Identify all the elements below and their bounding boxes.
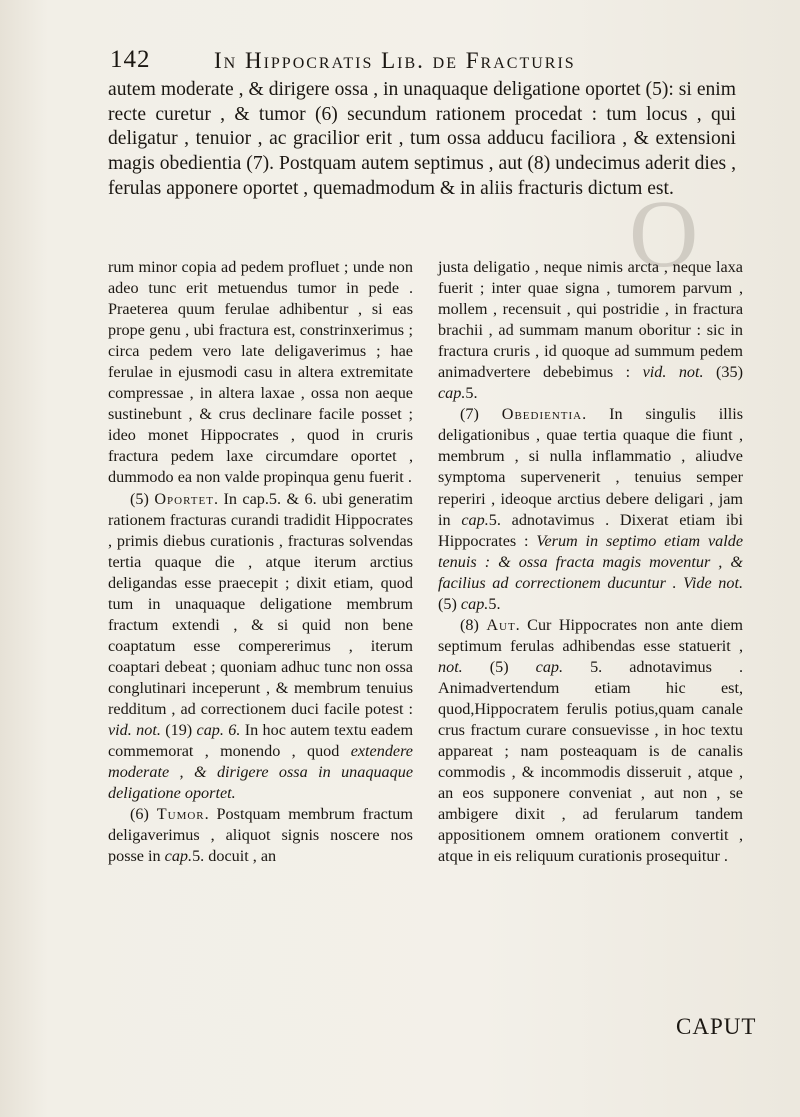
note-text: . Cur Hippocrates non ante diem septimum ferulas adhibendas esse statuerit , xyxy=(438,615,743,655)
note-text: 5. adnotavimus . Animadvertendum etiam hic est, quod,Hippocratem ferulis potius,quam canale crus fractum curare consuevisse , in hoc textu appareat ; nam posteaquam is de canalis commodis , & incommodis disseruit , atque , an eos supponere conveniat , aut non , se ambigere dixit , ad ferularum tandem appositionem omnem orationem convertit , atque in eis reliquum curationis prosequitur . xyxy=(438,657,744,866)
commentary-paragraph-continued: rum minor copia ad pedem profluet ; unde non adeo tunc erit metuendus tumor in pede . Praeterea quum ferulae adhibentur , si eas prope genu , ubi fractura est, constrinxerimus ; circa pedem vero late deligaverimus ; hae ferulae in ejusmodi casu in altera extremitate compressae , in altera laxae , ossa non aeque sustinebunt , & crus declinare facile posset ; ideo monet Hippocrates , quod in cruris fractura pedem laxe circumdare oportet , dummodo ea non valde propinqua genu fuerit . xyxy=(108,258,413,487)
note-text: 5. xyxy=(465,384,478,403)
note-reference: cap. xyxy=(164,847,193,866)
note-text: 5. adnotavimus . Dixerat etiam ibi Hippocrates : xyxy=(438,510,743,550)
bleed-initial-letter: O xyxy=(629,180,699,278)
note-8 xyxy=(438,615,743,868)
note-text: (19) xyxy=(165,721,193,740)
note-text: In hoc autem textu eadem commemorat , monendo , quod xyxy=(108,721,414,761)
note-text: (5) xyxy=(438,594,457,613)
note-text: 5. docuit , an xyxy=(192,847,277,866)
note-reference: cap. xyxy=(460,594,489,613)
commentary-left-column xyxy=(108,257,413,867)
note-quotation: Verum in septimo etiam valde tenuis : & ossa fracta magis moventur , & facilius ad correctionem ducuntur . Vide not. xyxy=(438,531,744,592)
main-text xyxy=(108,78,736,202)
running-title: In Hippocratis Lib. de Fracturis xyxy=(214,48,576,73)
note-text: (5) xyxy=(489,657,509,676)
note-keyword: Tumor xyxy=(156,805,205,824)
note-reference: cap. 6. xyxy=(196,721,241,740)
note-reference: vid. not. xyxy=(642,363,704,382)
note-number: (6) xyxy=(130,805,149,824)
note-text: . In cap.5. & 6. ubi generatim rationem fracturas curandi tradidit Hippocrates , primis diebus curationis , fracturas solvendas tertia quaque die , atque iterum arctius deligandas esse praecepit ; dixit etiam, quod tum in unaquaque deligatione membrum fractum extendi , & si quid non bene coaptatum esse compererimus , iterum coaptari debeat ; quoniam adhuc tunc non ossa conglutinari inceperunt , & membrum tenuius redditum , ad correctionem duci facile potest : xyxy=(108,489,414,718)
note-quotation: extendere moderate , & dirigere ossa in unaquaque deligatione oportet. xyxy=(108,742,413,803)
note-keyword: Aut xyxy=(486,615,516,634)
note-reference: vid. not. xyxy=(108,721,161,740)
note-reference: cap. xyxy=(535,657,564,676)
note-reference: not. xyxy=(438,657,463,676)
note-7 xyxy=(438,404,743,614)
commentary-right-column xyxy=(438,257,743,867)
note-number: (8) xyxy=(460,615,479,634)
note-5 xyxy=(108,489,413,805)
note-keyword: Oportet xyxy=(154,489,214,508)
main-text-paragraph: autem moderate , & dirigere ossa , in unaquaque deligatione oportet (5): si enim recte curetur , & tumor (6) secundum rationem procedat : tum locus , qui deligatur , tenuior , ac gracilior erit , tum ossa adducu faciliora , & extensioni magis obedientia (7). Postquam autem septimus , aut (8) undecimus aderit dies , ferulas apponere oportet , quemadmodum & in aliis fracturis dictum est. xyxy=(108,79,736,199)
page-number: 142 xyxy=(110,46,151,73)
catchword: CAPUT xyxy=(676,1014,757,1039)
note-text: 5. xyxy=(488,594,501,613)
note-reference: cap. xyxy=(438,384,466,403)
note-text: . In singulis illis deligationibus , quae tertia quaque die fiunt , membrum , si nulla inflammatio , aliudve symptoma supervenerit , tenuius semper reperiri , ideoque arctius debere deligari , jam in xyxy=(438,405,744,529)
note-6-continued xyxy=(438,257,743,404)
note-text: (35) xyxy=(716,363,743,382)
note-reference: cap. xyxy=(461,510,489,529)
note-number: (5) xyxy=(130,489,149,508)
note-text: justa deligatio , neque nimis arcta , neque laxa fuerit ; inter quae signa , tumorem parvum , mollem , recensuit , qui postridie , in fractura brachii , ad summam manum oboritur : sic in fractura cruris , id quoque ad summum pedem animadvertere debebimus : xyxy=(438,258,743,382)
note-keyword: Obedientia xyxy=(501,405,583,424)
note-6 xyxy=(108,804,413,867)
note-text: . Postquam membrum fractum deligaverimus , aliquot signis noscere nos posse in xyxy=(108,805,413,866)
note-number: (7) xyxy=(460,405,479,424)
